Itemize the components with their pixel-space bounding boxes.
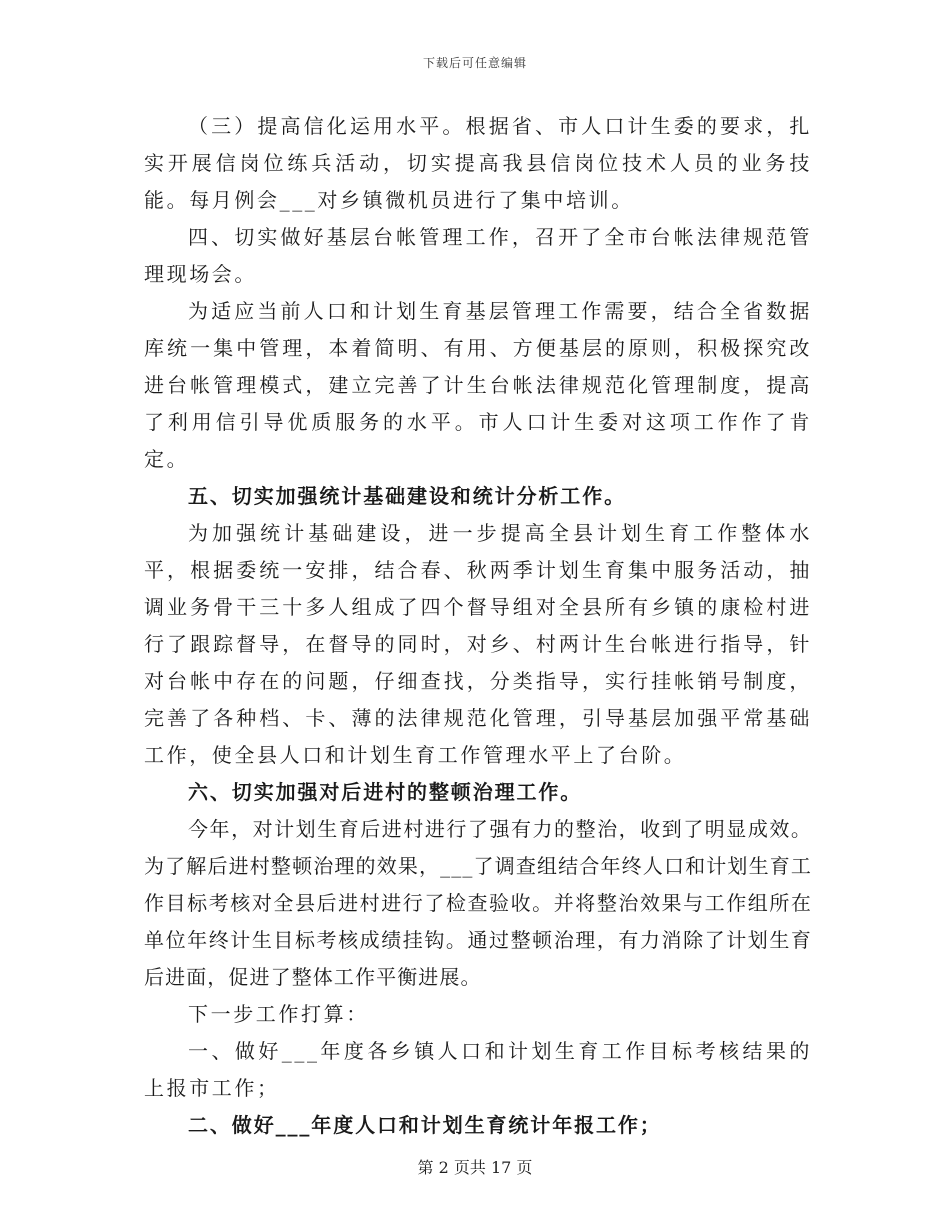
paragraph-info-application: （三）提高信化运用水平。根据省、市人口计生委的要求，扎实开展信岗位练兵活动，切实提高我县信岗位技术人员的业务技能。每月例会___对乡镇微机员进行了集中培训。 [144,114,812,212]
paragraph-village-rectification: 今年，对计划生育后进村进行了强有力的整治，收到了明显成效。为了解后进村整顿治理的效果，___了调查组结合年终人口和计划生育工作目标考核对全县后进村进行了检查验收。并将整治效果与工作组所在单位年终计生目标考核成绩挂钩。通过整顿治理，有力消除了计划生育后进面，促进了整体工作平衡进展。 [144,817,812,989]
paragraph-next-step-2: 二、做好___年度人口和计划生育统计年报工作； [188,1113,662,1137]
page-footer: 第 2 页共 17 页 [417,1158,533,1177]
page-header: 下载后可任意编辑 [422,56,527,70]
paragraph-next-step-1: 一、做好___年度各乡镇人口和计划生育工作目标考核结果的上报市工作； [144,1039,812,1100]
paragraph-section-4-heading: 四、切实做好基层台帐管理工作，召开了全市台帐法律规范管理现场会。 [144,225,812,286]
paragraph-statistics-foundation: 为加强统计基础建设，进一步提高全县计划生育工作整体水平，根据委统一安排，结合春、秋两季计划生育集中服务活动，抽调业务骨干三十多人组成了四个督导组对全县所有乡镇的康检村进行了跟踪督导，在督导的同时，对乡、村两计生台帐进行指导，针对台帐中存在的问题，仔细查找，分类指导，实行挂帐销号制度，完善了各种档、卡、薄的法律规范化管理，引导基层加强平常基础工作，使全县人口和计划生育工作管理水平上了台阶。 [144,521,812,767]
paragraph-section-6-heading: 六、切实加强对后进村的整顿治理工作。 [188,780,583,804]
document-body [144,108,812,1144]
paragraph-ledger-management: 为适应当前人口和计划生育基层管理工作需要，结合全省数据库统一集中管理，本着简明、有用、方便基层的原则，积极探究改进台帐管理模式，建立完善了计生台帐法律规范化管理制度，提高了利用信引导优质服务的水平。市人口计生委对这项工作作了肯定。 [144,299,812,471]
paragraph-section-5-heading: 五、切实加强统计基础建设和统计分析工作。 [188,484,626,508]
paragraph-next-steps-label: 下一步工作打算： [188,1002,369,1026]
